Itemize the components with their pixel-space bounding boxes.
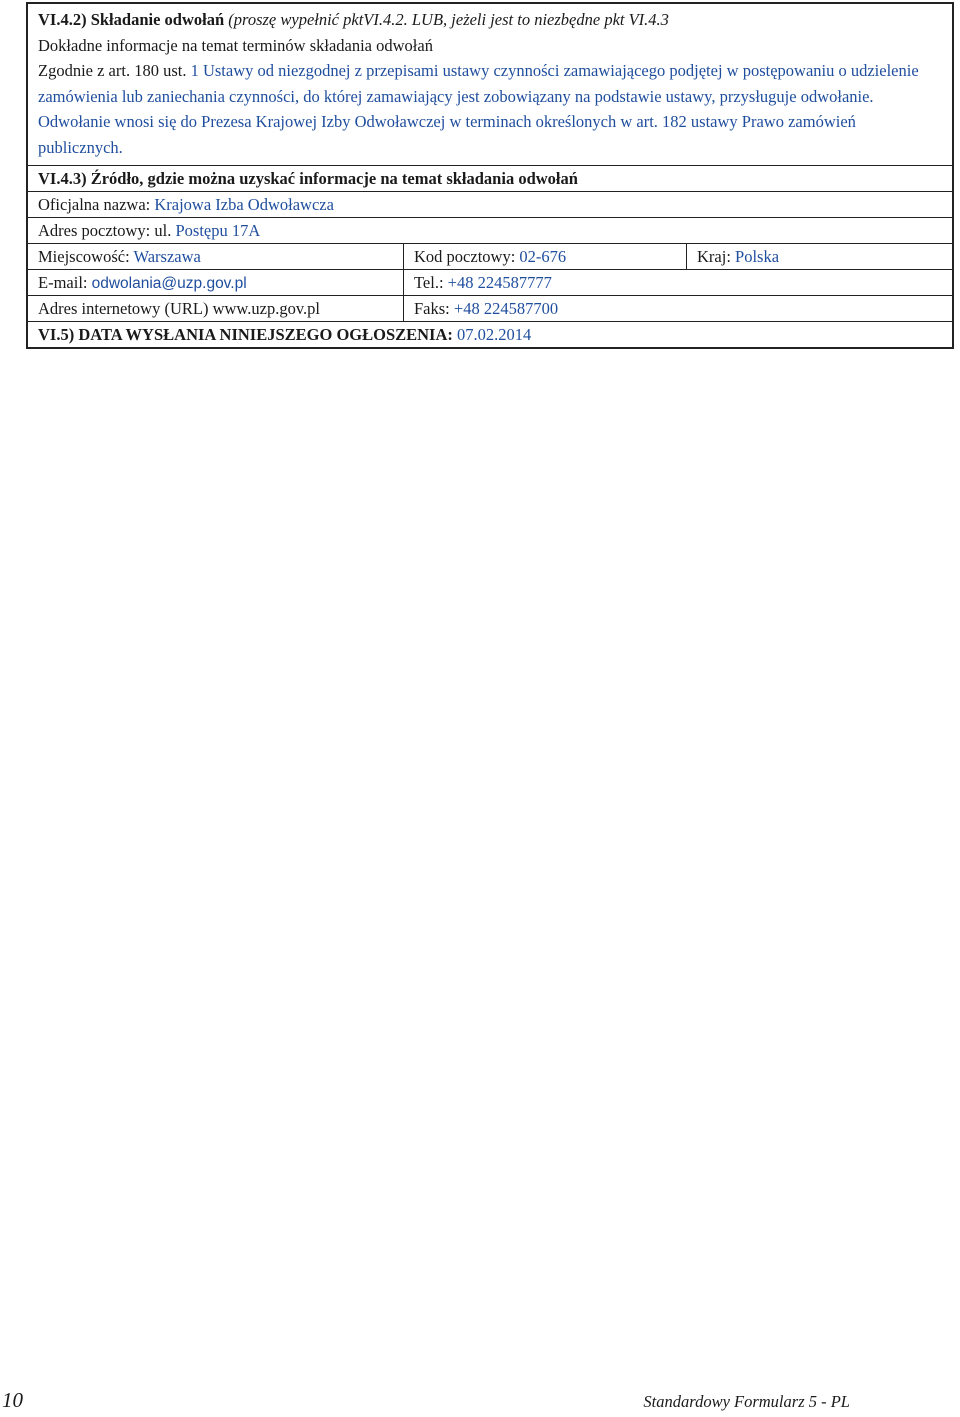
postal-value: 02-676 [519,246,567,266]
address-label: Adres pocztowy: ul. [38,220,172,240]
country-cell [686,244,952,269]
section-vi5-heading: VI.5) DATA WYSŁANIA NINIEJSZEGO OGŁOSZENIA: [38,324,453,344]
fax-label: Faks: [414,298,450,318]
official-name-value: Krajowa Izba Odwoławcza [154,194,334,214]
section-vi43-heading: VI.4.3) Źródło, gdzie można uzyskać informacje na temat składania odwołań [38,168,578,188]
tel-label: Tel.: [414,272,444,292]
section-vi5-cell [28,322,952,347]
postal-label: Kod pocztowy: [414,246,516,266]
tel-cell [403,270,952,295]
official-name-row [28,191,952,217]
official-name-label: Oficjalna nazwa: [38,194,151,214]
section-vi42-subheading: Dokładne informacje na temat terminów składania odwołań [38,35,433,55]
fax-cell [403,296,952,321]
url-row [28,295,952,321]
address-value: Postępu 17A [175,220,261,240]
section-vi42-heading: VI.4.2) Składanie odwołań [38,10,225,29]
section-vi42-text-a: Zgodnie z art. 180 ust. [38,61,187,81]
official-name-cell [28,192,952,217]
contact-row [28,269,952,295]
address-row [28,217,952,243]
city-value: Warszawa [133,246,201,266]
country-label: Kraj: [697,246,731,266]
url-cell [28,296,403,321]
form-name: Standardowy Formularz 5 - PL [643,1392,850,1411]
city-row [28,243,952,269]
page-number: 10 [2,1388,23,1412]
postal-cell [403,244,686,269]
section-vi43-heading-row [28,165,952,191]
url-label: Adres internetowy (URL) www.uzp.gov.pl [38,298,320,318]
form-table [26,2,954,349]
tel-value: +48 224587777 [447,272,552,292]
email-label: E-mail: [38,272,88,292]
city-label: Miejscowość: [38,246,130,266]
section-vi5-date: 07.02.2014 [457,324,532,344]
section-vi42-text-b: 1 Ustawy od niezgodnej z przepisami ustawy czynności zamawiającego podjętej w postępowaniu o udzielenie zamówienia lub zaniechania czynności, do której zamawiający jest zobowiązany na podstawie ustawy, przysługuje odwołanie. Odwołanie wnosi się do Prezesa Krajowej Izby Odwoławczej w terminach określonych w art. 182 ustawy Prawo zamówień publicznych. [38,61,919,157]
country-value: Polska [735,246,780,266]
email-link[interactable]: odwolania@uzp.gov.pl [91,274,247,292]
section-vi5-row [28,321,952,347]
email-cell [28,270,403,295]
section-vi42 [28,4,952,165]
city-cell [28,244,403,269]
section-vi42-note: (proszę wypełnić pktVI.4.2. LUB, jeżeli jest to niezbędne pkt VI.4.3 [228,10,669,29]
fax-value: +48 224587700 [453,298,559,318]
address-cell [28,218,952,243]
